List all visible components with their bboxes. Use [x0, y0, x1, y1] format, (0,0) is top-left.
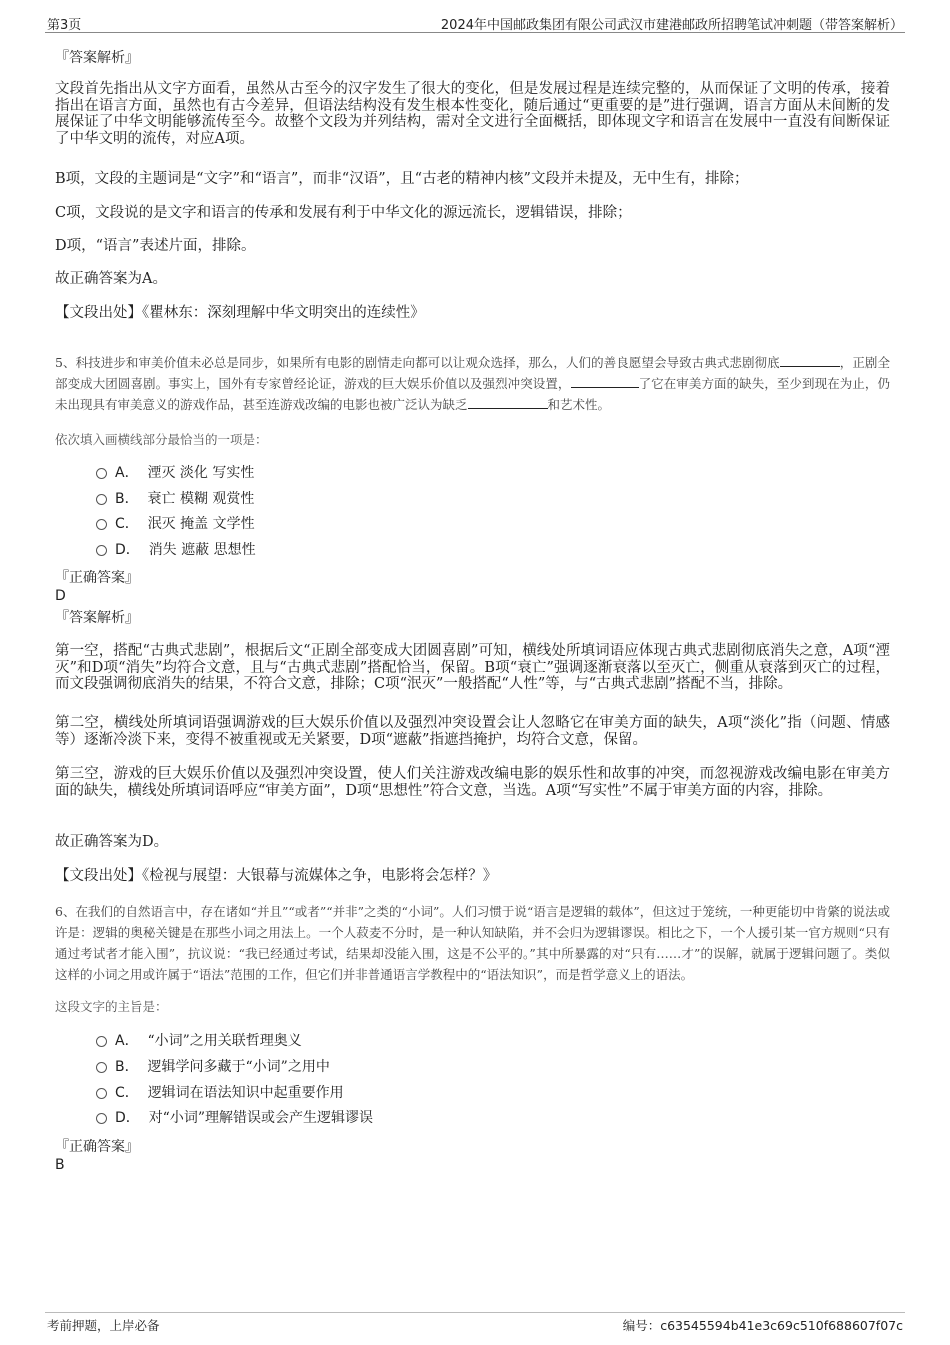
q5-source: 【文段出处】《检视与展望：大银幕与流媒体之争，电影将会怎样？》 — [55, 868, 498, 884]
q4-analysis-p3: C项，文段说的是文字和语言的传承和发展有利于中华文化的源远流长，逻辑错误，排除； — [55, 205, 632, 221]
option-letter: A． — [115, 1033, 139, 1049]
q5-conclusion: 故正确答案为D。 — [55, 834, 169, 850]
q4-conclusion: 故正确答案为A。 — [55, 271, 167, 287]
q5-option-b[interactable] — [96, 490, 254, 508]
q6-prompt: 这段文字的主旨是： — [55, 999, 168, 1014]
q4-analysis-p2: B项，文段的主题词是“文字”和“语言”，而非“汉语”，且“古老的精神内核”文段并未提及，无中生有，排除； — [55, 171, 749, 187]
radio-icon[interactable] — [96, 545, 107, 556]
q5-blank-1 — [780, 354, 840, 367]
footer-slogan: 考前押题，上岸必备 — [47, 1318, 160, 1333]
q5-analysis-tag: 『答案解析』 — [55, 610, 139, 626]
q5-stem — [55, 352, 890, 415]
option-text: 消失 遮蔽 思想性 — [148, 542, 256, 558]
option-letter: B． — [115, 491, 139, 507]
option-letter: C． — [115, 516, 139, 532]
page-header — [45, 14, 905, 33]
q4-analysis-tag: 『答案解析』 — [55, 50, 139, 66]
q6-stem: 6、在我们的自然语言中，存在诸如“并且”“或者”“并非”之类的“小词”。人们习惯于说“语言是逻辑的载体”，但这过于笼统，一种更能切中肯綮的说法或许是：逻辑的奥秘关键是在那些小词之用法上。一个人菽麦不分时，是一种认知缺陷，并不会归为逻辑谬误。相比之下，一个人援引某一官方规则“只有通过考试者才能入围”，抗议说：“我已经通过考试，结果却没能入围，这是不公平的。”其中所暴露的对“只有……才”的误解，就属于逻辑问题了。类似这样的小词之用或许属于“语法”范围的工作，但它们并非普通语言学教程中的“语法知识”，而是哲学意义上的语法。 — [55, 904, 890, 982]
option-letter: D． — [115, 1110, 140, 1126]
q4-source: 【文段出处】《瞿林东：深刻理解中华文明突出的连续性》 — [55, 305, 425, 321]
q5-blank-3 — [468, 396, 548, 409]
q5-analysis-p1: 第一空，搭配“古典式悲剧”，根据后文“正剧全部变成大团圆喜剧”可知，横线处所填词语应体现古典式悲剧彻底消失之意，A项“湮灭”和D项“消失”均符合文意，且与“古典式悲剧”搭配恰当，保留。B项“衰亡”强调逐渐衰落以至灭亡，侧重从衰落到灭亡的过程，而文段强调彻底消失的结果，不符合文意，排除；C项“泯灭”一般搭配“人性”等，与“古典式悲剧”搭配不当，排除。 — [55, 643, 890, 692]
q5-stem-part4: 和艺术性。 — [547, 397, 611, 412]
q6-option-b[interactable] — [96, 1058, 330, 1076]
radio-icon[interactable] — [96, 494, 107, 505]
option-text: 湮灭 淡化 写实性 — [147, 465, 255, 481]
q5-analysis-p2: 第二空，横线处所填词语强调游戏的巨大娱乐价值以及强烈冲突设置会让人忽略它在审美方面的缺失，A项“淡化”指（问题、情感等）逐渐冷淡下来，变得不被重视或无关紧要，D项“遮蔽”指遮挡掩护，均符合文意，保留。 — [55, 715, 890, 748]
option-letter: A． — [115, 465, 139, 481]
q6-answer: B — [55, 1157, 65, 1173]
option-text: 逻辑词在语法知识中起重要作用 — [147, 1085, 344, 1101]
radio-icon[interactable] — [96, 1113, 107, 1124]
radio-icon[interactable] — [96, 1062, 107, 1073]
option-text: 对“小词”理解错误或会产生逻辑谬误 — [148, 1110, 374, 1126]
q5-option-c[interactable] — [96, 515, 255, 533]
q5-answer-tag: 『正确答案』 — [55, 570, 139, 586]
option-text: 逻辑学问多藏于“小词”之用中 — [147, 1059, 330, 1075]
option-text: “小词”之用关联哲理奥义 — [147, 1033, 302, 1049]
q6-option-d[interactable] — [96, 1109, 373, 1127]
q6-option-a[interactable] — [96, 1032, 302, 1050]
option-letter: D． — [115, 542, 140, 558]
document-title: 2024年中国邮政集团有限公司武汉市建港邮政所招聘笔试冲刺题（带答案解析） — [440, 18, 903, 33]
q5-answer: D — [55, 588, 66, 604]
q4-analysis-p1: 文段首先指出从文字方面看，虽然从古至今的汉字发生了很大的变化，但是发展过程是连续完整的，从而保证了文明的传承，接着指出在语言方面，虽然也有古今差异，但语法结构没有发生根本性变化，随后通过“更重要的是”进行强调，语言方面从未间断的发展保证了中华文明能够流传至今。故整个文段为并列结构，需对全文进行全面概括，即体现文字和语言在发展中一直没有间断保证了中华文明的流传，对应A项。 — [55, 81, 890, 147]
q6-answer-tag: 『正确答案』 — [55, 1139, 139, 1155]
radio-icon[interactable] — [96, 468, 107, 479]
footer-code: 编号：c63545594b41e3c69c510f688607f07c — [622, 1318, 903, 1333]
page-number: 第3页 — [47, 18, 82, 33]
q5-prompt: 依次填入画横线部分最恰当的一项是： — [55, 432, 268, 447]
q6-option-c[interactable] — [96, 1084, 344, 1102]
q5-option-a[interactable] — [96, 464, 254, 482]
q5-analysis-p3: 第三空，游戏的巨大娱乐价值以及强烈冲突设置，使人们关注游戏改编电影的娱乐性和故事的冲突，而忽视游戏改编电影在审美方面的缺失，横线处所填词语呼应“审美方面”，D项“思想性”符合文意，当选。A项“写实性”不属于审美方面的内容，排除。 — [55, 766, 890, 799]
option-text: 泯灭 掩盖 文学性 — [147, 516, 255, 532]
radio-icon[interactable] — [96, 1036, 107, 1047]
q5-stem-part2: ，正剧全部变成大团圆喜剧。事实上，国外有专家曾经论证，游戏的巨大娱乐价值以及强烈冲突设置， — [55, 355, 890, 391]
q5-stem-part1: 5、科技进步和审美价值未必总是同步，如果所有电影的剧情走向都可以让观众选择，那么，人们的善良愿望会导致古典式悲剧彻底 — [55, 355, 780, 370]
q5-stem-part3: 了它在审美方面的缺失，至少到现在为止，仍未出现具有审美意义的游戏作品，甚至连游戏改编的电影也被广泛认为缺乏 — [55, 376, 890, 412]
option-letter: C． — [115, 1085, 139, 1101]
q5-blank-2 — [571, 375, 639, 388]
radio-icon[interactable] — [96, 1088, 107, 1099]
radio-icon[interactable] — [96, 519, 107, 530]
page-footer — [45, 1312, 905, 1333]
option-text: 衰亡 模糊 观赏性 — [147, 491, 255, 507]
q4-analysis-p4: D项，“语言”表述片面，排除。 — [55, 238, 256, 254]
q5-option-d[interactable] — [96, 541, 256, 559]
option-letter: B． — [115, 1059, 139, 1075]
